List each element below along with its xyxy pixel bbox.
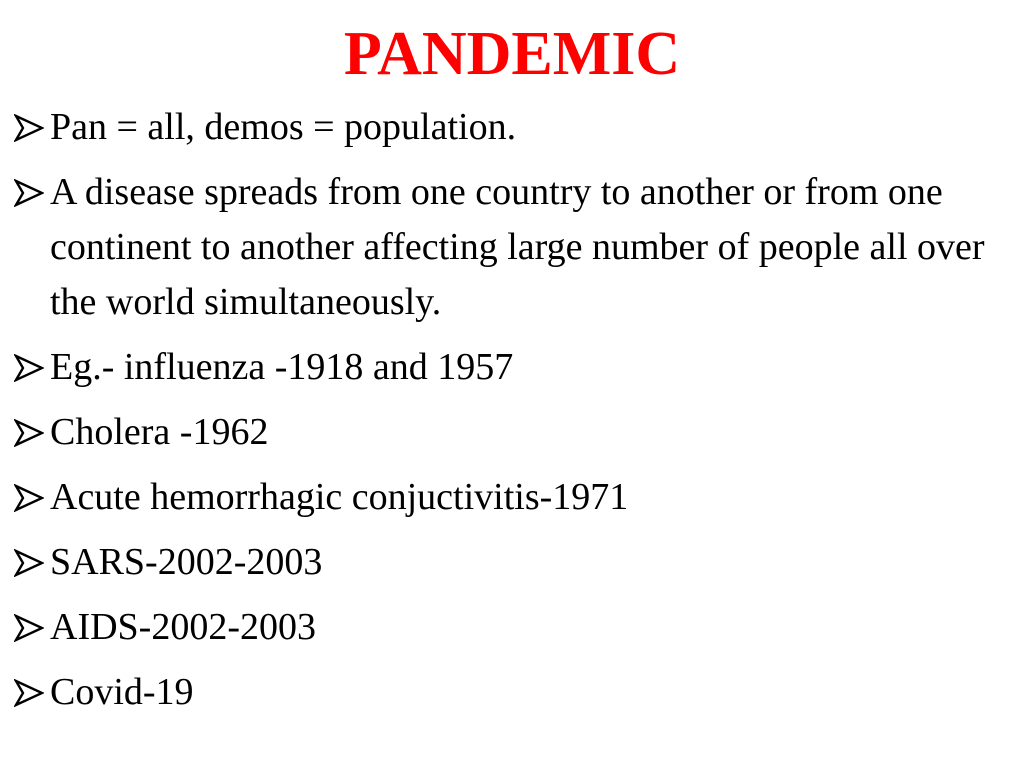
bullet-text: Acute hemorrhagic conjuctivitis-1971 <box>50 476 629 518</box>
bullet-list <box>14 100 1014 730</box>
arrowhead-bullet-icon <box>14 614 44 642</box>
bullet-text: Eg.- influenza -1918 and 1957 <box>50 346 514 388</box>
bullet-item <box>14 665 1014 720</box>
bullet-text: AIDS-2002-2003 <box>50 606 316 648</box>
bullet-text: A disease spreads from one country to another or from one continent to another affecting large number of people all over the world simultaneously. <box>50 171 985 323</box>
slide-title: PANDEMIC <box>343 20 681 88</box>
bullet-item <box>14 405 1014 460</box>
bullet-text: Cholera -1962 <box>50 411 269 453</box>
arrowhead-bullet-icon <box>14 419 44 447</box>
bullet-text: Pan = all, demos = population. <box>50 106 517 148</box>
bullet-item <box>14 100 1014 155</box>
arrowhead-bullet-icon <box>14 484 44 512</box>
bullet-item <box>14 470 1014 525</box>
bullet-text: SARS-2002-2003 <box>50 541 323 583</box>
arrowhead-bullet-icon <box>14 354 44 382</box>
bullet-text: Covid-19 <box>50 671 194 713</box>
bullet-item <box>14 600 1014 655</box>
arrowhead-bullet-icon <box>14 549 44 577</box>
arrowhead-bullet-icon <box>14 679 44 707</box>
bullet-item <box>14 535 1014 590</box>
bullet-item <box>14 165 1014 330</box>
arrowhead-bullet-icon <box>14 114 44 142</box>
bullet-item <box>14 340 1014 395</box>
arrowhead-bullet-icon <box>14 179 44 207</box>
